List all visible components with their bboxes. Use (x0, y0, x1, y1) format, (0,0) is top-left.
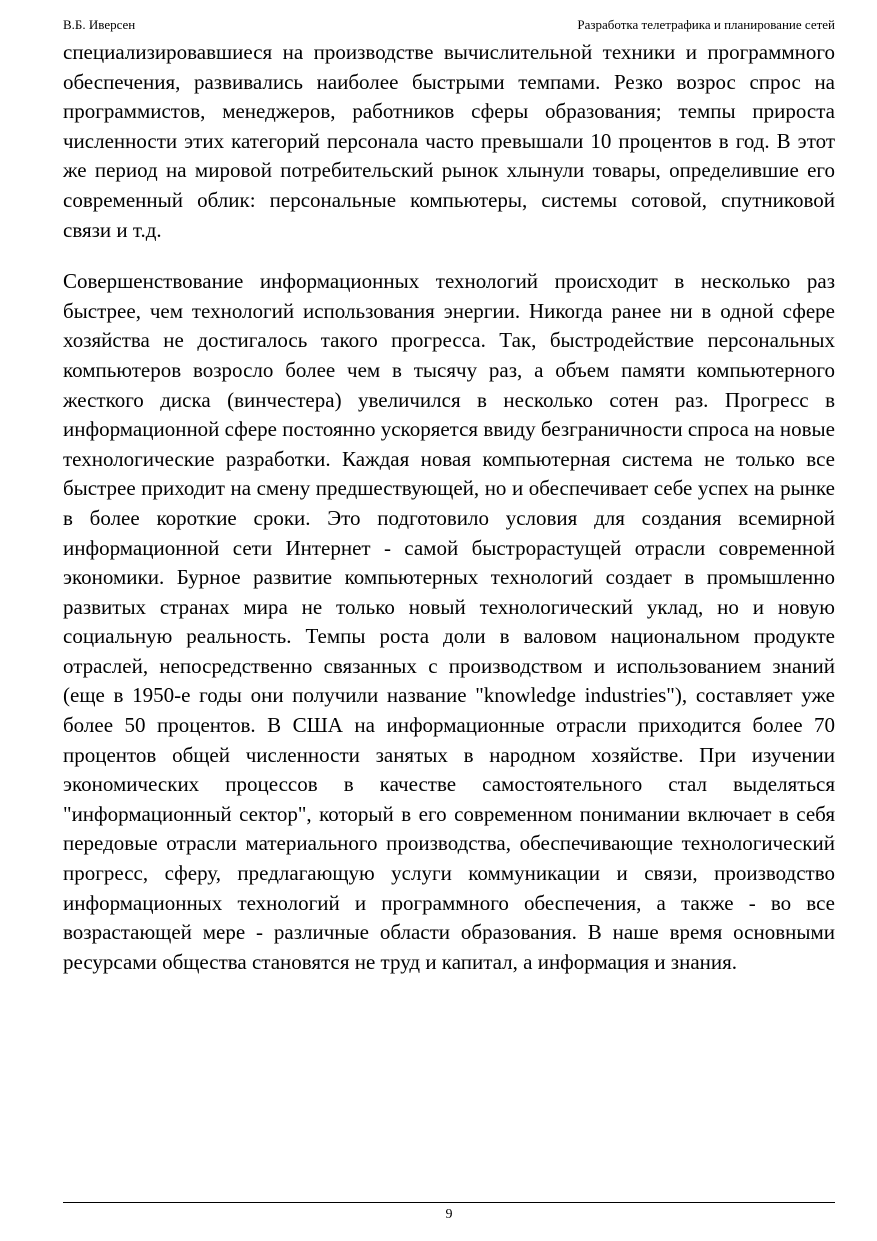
paragraph-1: специализировавшиеся на производстве вычислительной техники и программного обеспечения, развивались наиболее быстрыми темпами. Резко возрос спрос на программистов, менеджеров, работников сферы образования; темпы прироста численности этих категорий персонала часто превышали 10 процентов в год. В этот же период на мировой потребительский рынок хлынули товары, определившие его современный облик: персональные компьютеры, системы сотовой, спутниковой связи и т.д. (63, 40, 835, 242)
page-number: 9 (445, 1207, 453, 1222)
body-text (63, 38, 835, 977)
paragraph-2: Совершенствование информационных технологий происходит в несколько раз быстрее, чем технологий использования энергии. Никогда ранее ни в одной сфере хозяйства не достигалось такого прогресса. Так, быстродействие персональных компьютеров возросло более чем в тысячу раз, а объем памяти компьютерного жесткого диска (винчестера) увеличился в несколько сотен раз. Прогресс в информационной сфере постоянно ускоряется ввиду безграничности спроса на новые технологические разработки. Каждая новая компьютерная система не только все быстрее приходит на смену предшествующей, но и обеспечивает себе успех на рынке в более короткие сроки. Это подготовило условия для создания всемирной информационной сети Интернет - самой быстрорастущей отрасли современной экономики. Бурное развитие компьютерных технологий создает в промышленно развитых странах мира не только новый технологический уклад, но и новую социальную реальность. Темпы роста доли в валовом национальном продукте отраслей, непосредственно связанных с производством и использованием знаний (еще в 1950-е годы они получили название "knowledge industries"), составляет уже более 50 процентов. В США на информационные отрасли приходится более 70 процентов общей численности занятых в народном хозяйстве. При изучении экономических процессов в качестве самостоятельного стал выделяться "информационный сектор", который в его современном понимании включает в себя передовые отрасли материального производства, обеспечивающие технологический прогресс, сферу, предлагающую услуги коммуникации и связи, производство информационных технологий и программного обеспечения, а также - во все возрастающей мере - различные области образования. В наше время основными ресурсами общества становятся не труд и капитал, а информация и знания. (63, 269, 835, 974)
page-header (63, 16, 835, 36)
footer-divider (63, 1202, 835, 1203)
header-author: В.Б. Иверсен (63, 17, 136, 32)
header-title: Разработка телетрафика и планирование сетей (577, 17, 835, 32)
